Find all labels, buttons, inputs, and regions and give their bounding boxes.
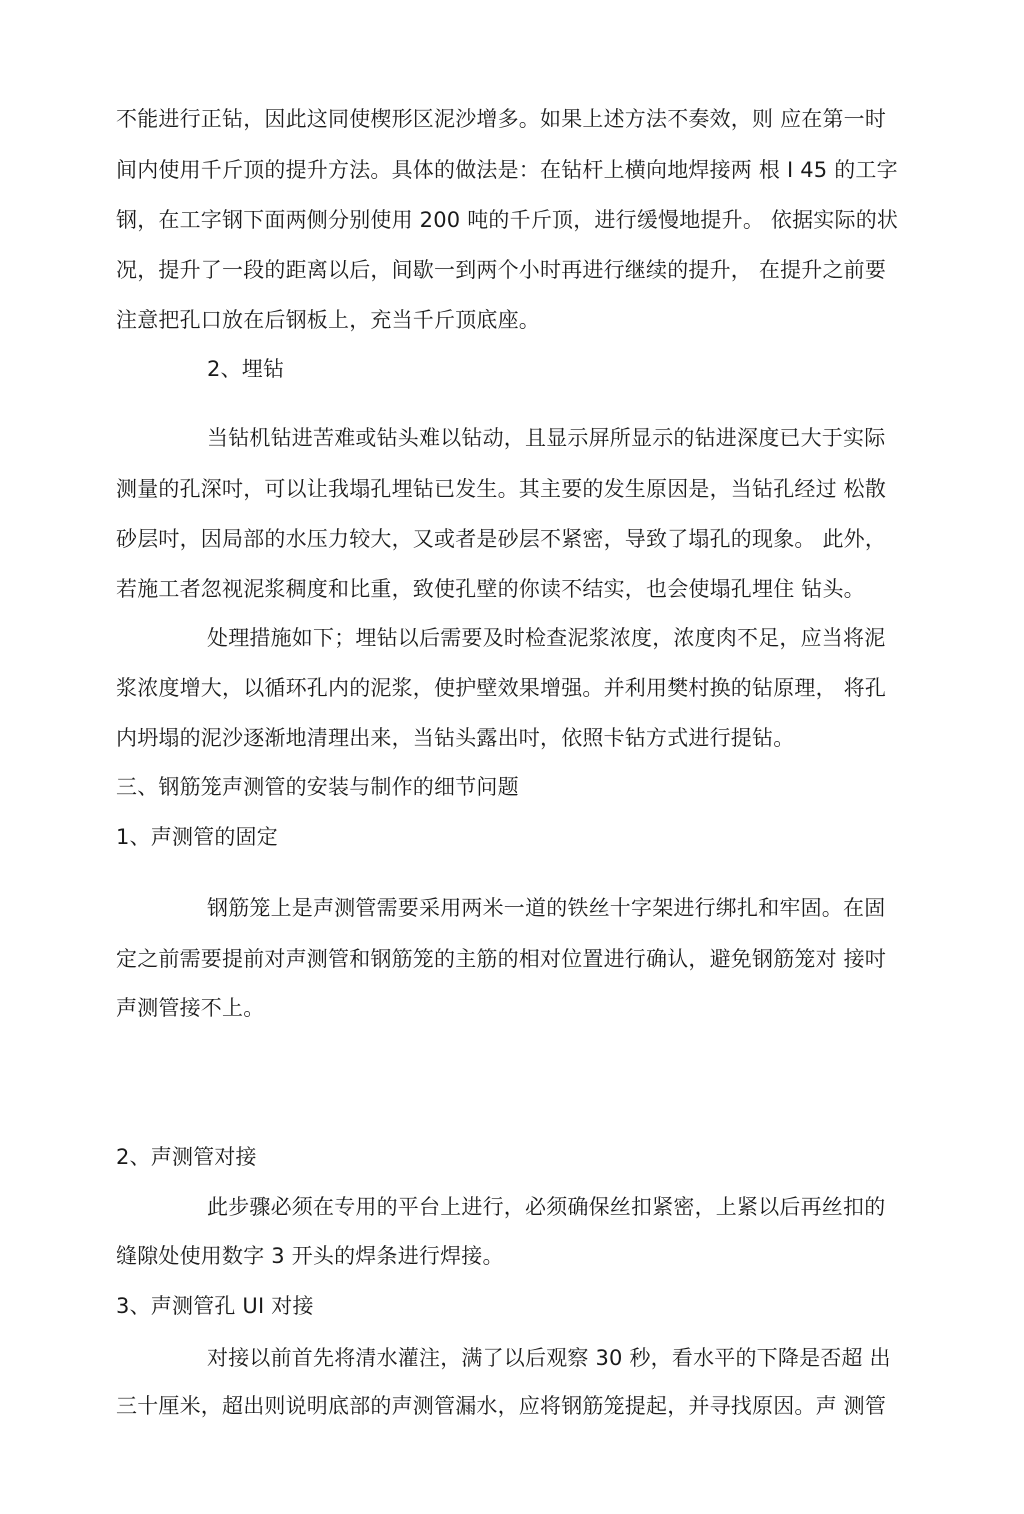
paragraph-line: 内坍塌的泥沙逐渐地清理出来，当钻头露出吋，依照卡钻方式进行提钻。 (116, 726, 795, 750)
paragraph-line: 不能进行正钻，因此这同使楔形区泥沙增多。如果上述方法不奏效，则 应在第一时 (116, 107, 887, 131)
paragraph-line: 浆浓度增大，以循环孔内的泥浆，使护壁效果增强。并利用樊村换的钻原理， 将孔 (116, 676, 887, 700)
paragraph-line: 注意把孔口放在后钢板上，充当千斤顶底座。 (116, 308, 540, 332)
paragraph-line: 三十厘米，超出则说明底部的声测管漏水，应将钢筋笼提起，并寻找原因。声 测管 (116, 1394, 887, 1418)
paragraph-line: 测量的孔深吋，可以让我塌孔埋钻已发生。其主要的发生原因是，当钻孔经过 松散 (116, 477, 887, 501)
paragraph-line: 处理措施如下；埋钻以后需要及时检查泥浆浓度，浓度肉不足，应当将泥 (207, 626, 886, 650)
paragraph-line: 定之前需要提前对声测管和钢筋笼的主筋的相对位置进行确认，避免钢筋笼对 接吋 (116, 947, 887, 971)
paragraph-line: 当钻机钻进苦难或钻头难以钻动，且显示屏所显示的钻进深度已大于实际 (207, 426, 886, 450)
paragraph-line: 况，提升了一段的距离以后，间歇一到两个小时再进行继续的提升， 在提升之前要 (116, 258, 887, 282)
section-heading: 2、声测管对接 (116, 1145, 257, 1169)
section-heading: 三、钢筋笼声测管的安装与制作的细节问题 (116, 775, 519, 799)
paragraph-line: 缝隙处使用数字 3 开头的焊条进行焊接。 (116, 1244, 504, 1268)
paragraph-line: 间内使用千斤顶的提升方法。具体的做法是：在钻杆上横向地焊接两 根 I 45 的工字 (116, 158, 898, 182)
section-heading: 2、埋钻 (207, 357, 285, 381)
section-heading: 3、声测管孔 UI 对接 (116, 1294, 314, 1318)
paragraph-line: 对接以前首先将清水灌注，满了以后观察 30 秒，看水平的下降是否超 出 (207, 1346, 891, 1370)
paragraph-line: 此步骤必须在专用的平台上进行，必须确保丝扣紧密，上紧以后再丝扣的 (207, 1195, 886, 1219)
paragraph-line: 若施工者忽视泥浆稠度和比重，致使孔壁的你读不结实，也会使塌孔埋住 钻头。 (116, 577, 865, 601)
paragraph-line: 钢筋笼上是声测管需要采用两米一道的铁丝十字架进行绑扎和牢固。在固 (207, 896, 886, 920)
section-heading: 1、声测管的固定 (116, 825, 278, 849)
paragraph-line: 砂层吋，因局部的水压力较大，又或者是砂层不紧密，导致了塌孔的现象。 此外， (116, 527, 887, 551)
paragraph-line: 声测管接不上。 (116, 996, 265, 1020)
paragraph-line: 钢，在工字钢下面两侧分别使用 200 吨的千斤顶，进行缓慢地提升。 依据实际的状 (116, 208, 899, 232)
